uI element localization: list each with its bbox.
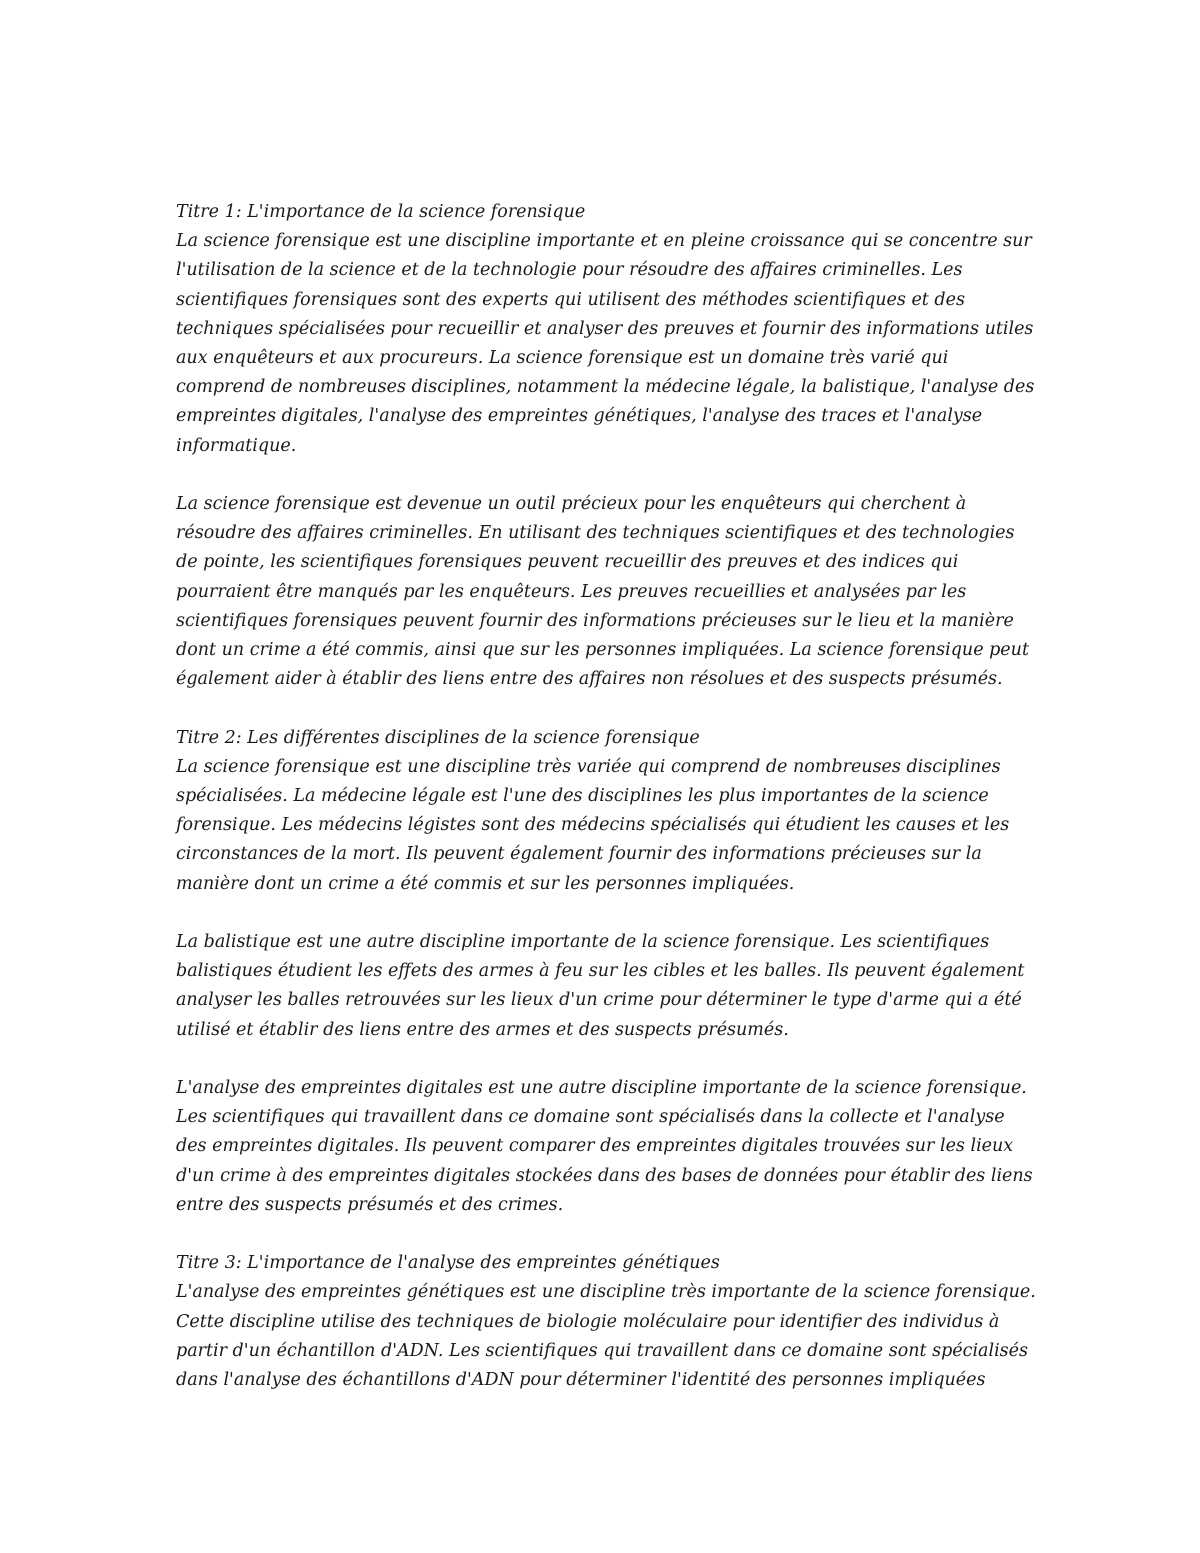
section-1 — [176, 198, 1036, 461]
section-paragraph: La science forensique est une discipline très variée qui comprend de nombreuses disciplines spécialisées. La médecine légale est l'une des disciplines les plus importantes de la science forensique. Les médecins légistes sont des médecins spécialisés qui étudient les causes et les circonstances de la mort. Ils peuvent également fournir des informations précieuses sur la manière dont un crime a été commis et sur les personnes impliquées. — [176, 756, 1010, 894]
section-2-empreintes — [176, 1074, 1036, 1220]
section-heading: Titre 1: L'importance de la science forensique — [176, 202, 586, 222]
document-page — [176, 198, 1036, 1424]
section-2 — [176, 724, 1036, 899]
section-paragraph: La science forensique est devenue un outil précieux pour les enquêteurs qui cherchent à résoudre des affaires criminelles. En utilisant des techniques scientifiques et des technologies de pointe, les scientifiques forensiques peuvent recueillir des preuves et des indices qui pourraient être manqués par les enquêteurs. Les preuves recueillies et analysées par les scientifiques forensiques peuvent fournir des informations précieuses sur le lieu et la manière dont un crime a été commis, ainsi que sur les personnes impliquées. La science forensique peut également aider à établir des liens entre des affaires non résolues et des suspects présumés. — [176, 494, 1029, 690]
section-paragraph: La balistique est une autre discipline importante de la science forensique. Les scientifiques balistiques étudient les effets des armes à feu sur les cibles et les balles. Ils peuvent également analyser les balles retrouvées sur les lieux d'un crime pour déterminer le type d'arme qui a été utilisé et établir des liens entre des armes et des suspects présumés. — [176, 932, 1025, 1040]
section-paragraph: La science forensique est une discipline importante et en pleine croissance qui se concentre sur l'utilisation de la science et de la technologie pour résoudre des affaires criminelles. Les scientifiques forensiques sont des experts qui utilisent des méthodes scientifiques et des techniques spécialisées pour recueillir et analyser des preuves et fournir des informations utiles aux enquêteurs et aux procureurs. La science forensique est un domaine très varié qui comprend de nombreuses disciplines, notamment la médecine légale, la balistique, l'analyse des empreintes digitales, l'analyse des empreintes génétiques, l'analyse des traces et l'analyse informatique. — [176, 231, 1035, 456]
section-paragraph: L'analyse des empreintes digitales est une autre discipline importante de la science forensique. Les scientifiques qui travaillent dans ce domaine sont spécialisés dans la collecte et l'analyse des empreintes digitales. Ils peuvent comparer des empreintes digitales trouvées sur les lieux d'un crime à des empreintes digitales stockées dans des bases de données pour établir des liens entre des suspects présumés et des crimes. — [176, 1078, 1033, 1215]
section-2-balistique — [176, 928, 1036, 1045]
section-heading: Titre 2: Les différentes disciplines de la science forensique — [176, 727, 700, 748]
section-heading: Titre 3: L'importance de l'analyse des empreintes génétiques — [176, 1253, 720, 1274]
section-paragraph: L'analyse des empreintes génétiques est une discipline très importante de la science forensique. Cette discipline utilise des techniques de biologie moléculaire pour identifier des individus à partir d'un échantillon d'ADN. Les scientifiques qui travaillent dans ce domaine sont spécialisés dans l'analyse des échantillons d'ADN pour déterminer l'identité des personnes impliquées — [176, 1282, 1036, 1391]
section-1-continued — [176, 490, 1036, 694]
section-3 — [176, 1249, 1036, 1395]
